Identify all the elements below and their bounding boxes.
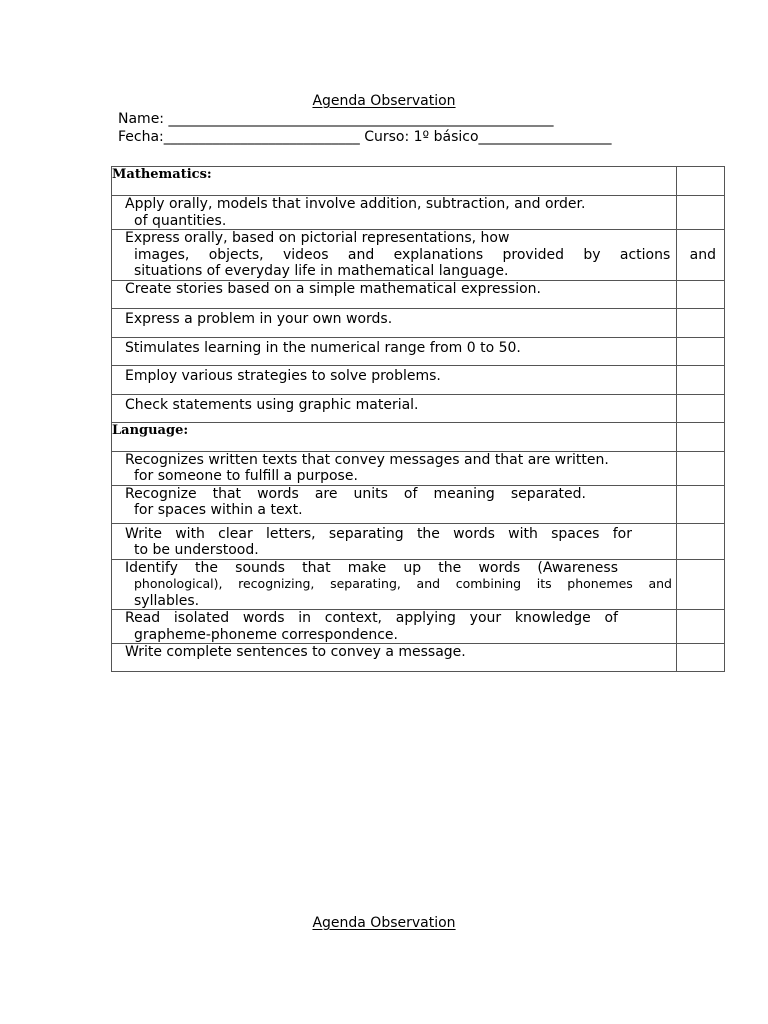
table-row bbox=[112, 230, 725, 281]
item-text-cont: syllables. bbox=[134, 592, 200, 609]
table-row bbox=[112, 394, 725, 422]
check-cell[interactable] bbox=[677, 394, 725, 422]
item-text-cont: for someone to fulfill a purpose. bbox=[134, 468, 358, 484]
section-row-mathematics bbox=[112, 167, 725, 196]
check-cell[interactable] bbox=[677, 610, 725, 644]
item-text-cont: to be understood. bbox=[134, 542, 259, 558]
check-cell[interactable] bbox=[677, 167, 725, 196]
table-row bbox=[112, 559, 725, 610]
document-title-footer: Agenda Observation bbox=[312, 915, 456, 931]
item-text: Create stories based on a simple mathematical expression. bbox=[125, 280, 541, 297]
item-text: Recognize that words are units of meaning separated. bbox=[125, 485, 586, 502]
item-text: Identify the sounds that make up the words (Awareness bbox=[125, 559, 618, 576]
item-text: Read isolated words in context, applying your knowledge of bbox=[125, 610, 618, 626]
table-row bbox=[112, 523, 725, 559]
check-cell[interactable] bbox=[677, 523, 725, 559]
section-heading: Mathematics: bbox=[112, 167, 677, 196]
item-text: Recognizes written texts that convey messages and that are written. bbox=[125, 451, 609, 468]
section-heading: Language: bbox=[112, 422, 677, 451]
check-cell[interactable] bbox=[677, 280, 725, 308]
table-row bbox=[112, 308, 725, 337]
check-cell[interactable] bbox=[677, 308, 725, 337]
name-field-line[interactable]: Name: _______________________________________________________ bbox=[118, 111, 554, 127]
item-text: Employ various strategies to solve problems. bbox=[125, 367, 441, 384]
check-cell[interactable] bbox=[677, 485, 725, 523]
item-text: Check statements using graphic material. bbox=[125, 396, 419, 413]
item-text: Write with clear letters, separating the words with spaces for bbox=[125, 525, 632, 542]
item-text-cont: phonological), recognizing, separating, and combining its phonemes and bbox=[134, 576, 672, 591]
check-cell[interactable] bbox=[677, 196, 725, 230]
item-text: Write complete sentences to convey a message. bbox=[125, 644, 466, 660]
item-text-cont: situations of everyday life in mathematical language. bbox=[134, 263, 509, 279]
check-cell[interactable] bbox=[677, 451, 725, 485]
table-row bbox=[112, 610, 725, 644]
check-cell[interactable] bbox=[677, 559, 725, 610]
item-text-cont: of quantities. bbox=[134, 212, 227, 229]
table-row bbox=[112, 280, 725, 308]
document-title: Agenda Observation bbox=[312, 93, 456, 109]
item-text: Apply orally, models that involve addition, subtraction, and order. bbox=[125, 196, 586, 212]
section-row-language bbox=[112, 422, 725, 451]
table-row bbox=[112, 644, 725, 672]
observation-table bbox=[111, 166, 725, 672]
check-cell[interactable] bbox=[677, 337, 725, 365]
item-text-cont: images, objects, videos and explanations provided by actions and bbox=[134, 246, 716, 263]
table-row bbox=[112, 365, 725, 394]
check-cell[interactable] bbox=[677, 365, 725, 394]
item-text: Express orally, based on pictorial representations, how bbox=[125, 230, 510, 246]
item-text: Express a problem in your own words. bbox=[125, 310, 393, 327]
table-row bbox=[112, 196, 725, 230]
table-row bbox=[112, 451, 725, 485]
item-text-cont: for spaces within a text. bbox=[134, 502, 303, 518]
check-cell[interactable] bbox=[677, 422, 725, 451]
item-text: Stimulates learning in the numerical range from 0 to 50. bbox=[125, 339, 521, 356]
fecha-curso-line[interactable]: Fecha:____________________________ Curso: 1º básico___________________ bbox=[118, 129, 612, 145]
item-text-cont: grapheme-phoneme correspondence. bbox=[134, 626, 398, 643]
table-row bbox=[112, 337, 725, 365]
check-cell[interactable] bbox=[677, 644, 725, 672]
table-row bbox=[112, 485, 725, 523]
